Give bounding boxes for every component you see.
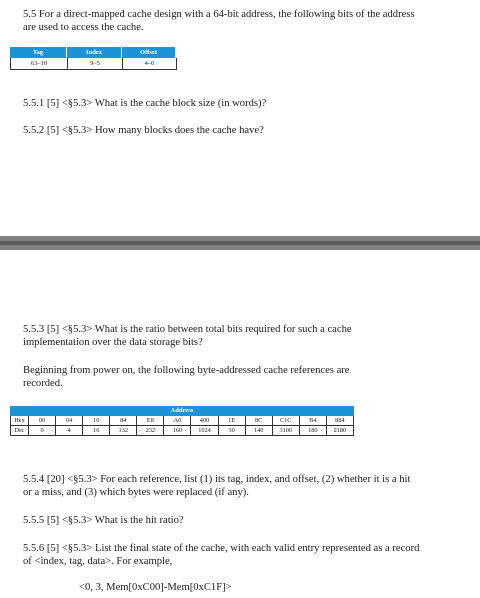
tag-bits: 63–10 bbox=[10, 58, 67, 70]
dec-row bbox=[10, 426, 354, 436]
offset-bits: 4–0 bbox=[122, 58, 177, 70]
hex-row bbox=[10, 416, 354, 426]
references-intro-line-1: Beginning from power on, the following byte-addressed cache references are bbox=[23, 365, 350, 376]
hex-cell: 10 bbox=[82, 416, 109, 426]
page-one bbox=[0, 0, 480, 236]
hex-cell: 8C bbox=[245, 416, 272, 426]
question-5-5-6-line-1: 5.5.6 [5] <§5.3> List the final state of the cache, with each valid entry represented as a record bbox=[23, 543, 420, 554]
hex-cell: 00 bbox=[28, 416, 55, 426]
question-5-5-1: 5.5.1 [5] <§5.3> What is the cache block size (in words)? bbox=[23, 98, 267, 109]
intro-line-2: are used to access the cache. bbox=[23, 22, 144, 33]
dec-cell: 0 bbox=[28, 426, 55, 436]
dec-cell: 30 bbox=[218, 426, 245, 436]
hex-cell: B4 bbox=[299, 416, 326, 426]
offset-header: Offset bbox=[121, 47, 175, 58]
dec-cell: 2180 bbox=[326, 426, 354, 436]
hex-cell: C1C bbox=[272, 416, 299, 426]
index-header: Index bbox=[66, 47, 121, 58]
dec-cell: 232 bbox=[136, 426, 163, 436]
page-two bbox=[0, 250, 480, 598]
dec-cell: 132 bbox=[109, 426, 136, 436]
page-separator bbox=[0, 236, 480, 250]
dec-label: Dec bbox=[10, 426, 28, 436]
hex-cell: 1E bbox=[218, 416, 245, 426]
index-bits: 9–5 bbox=[67, 58, 122, 70]
question-5-5-2: 5.5.2 [5] <§5.3> How many blocks does the cache have? bbox=[23, 125, 264, 136]
hex-cell: 04 bbox=[55, 416, 82, 426]
question-5-5-3-line-1: 5.5.3 [5] <§5.3> What is the ratio between total bits required for such a cache bbox=[23, 324, 352, 335]
address-trace-table bbox=[10, 406, 354, 436]
dec-cell: 140 bbox=[245, 426, 272, 436]
dec-cell: 1024 bbox=[190, 426, 217, 436]
question-5-5-6-line-2: of <index, tag, data>. For example, bbox=[23, 556, 173, 567]
hex-cell: E8 bbox=[136, 416, 163, 426]
question-5-5-4-line-1: 5.5.4 [20] <§5.3> For each reference, list (1) its tag, index, and offset, (2) whether it is a hit bbox=[23, 474, 411, 485]
question-5-5-3-line-2: implementation over the data storage bits? bbox=[23, 337, 203, 348]
address-bits-table bbox=[10, 47, 177, 70]
question-5-5-4-line-2: or a miss, and (3) which bytes were replaced (if any). bbox=[23, 487, 249, 498]
dec-cell: 4 bbox=[55, 426, 82, 436]
address-header: Address bbox=[10, 406, 354, 416]
tag-header: Tag bbox=[10, 47, 66, 58]
hex-cell: 884 bbox=[326, 416, 354, 426]
hex-cell: 400 bbox=[190, 416, 217, 426]
intro-line-1: 5.5 For a direct-mapped cache design with a 64-bit address, the following bits of the address bbox=[23, 9, 415, 20]
example-record: <0, 3, Mem[0xC00]-Mem[0xC1F]> bbox=[79, 582, 232, 593]
dec-cell: 3100 bbox=[272, 426, 299, 436]
hex-cell: 84 bbox=[109, 416, 136, 426]
hex-label: Hex bbox=[10, 416, 28, 426]
dec-cell: 160 bbox=[163, 426, 190, 436]
dec-cell: 16 bbox=[82, 426, 109, 436]
question-5-5-5: 5.5.5 [5] <§5.3> What is the hit ratio? bbox=[23, 515, 184, 526]
dec-cell: 180 bbox=[299, 426, 326, 436]
hex-cell: A0 bbox=[163, 416, 190, 426]
references-intro-line-2: recorded. bbox=[23, 378, 63, 389]
